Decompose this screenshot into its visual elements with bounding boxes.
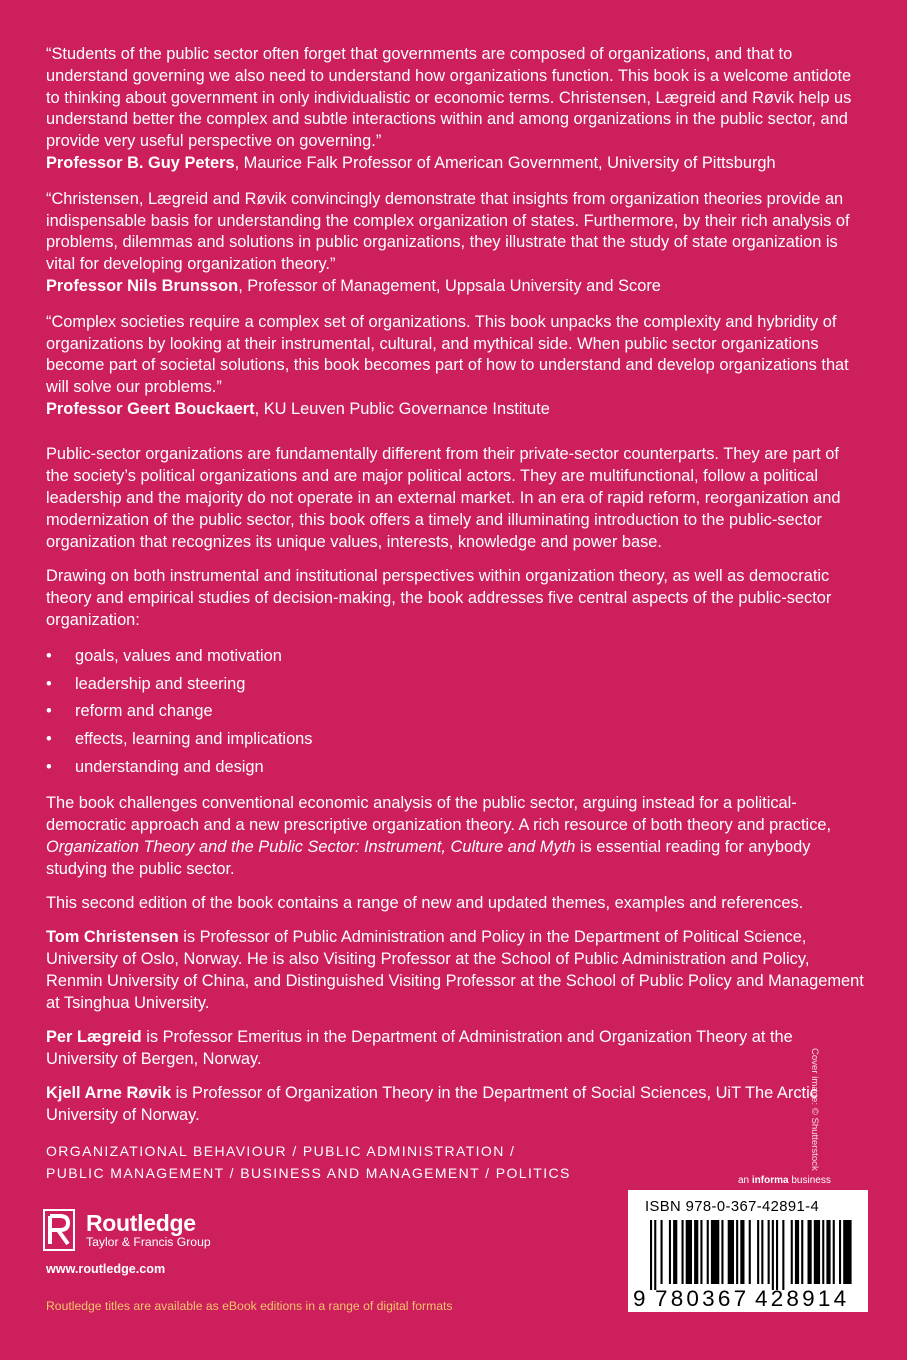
isbn-label: ISBN 978-0-367-42891-4	[645, 1199, 820, 1215]
subject-line: PUBLIC MANAGEMENT / BUSINESS AND MANAGEMENT / POLITICS	[46, 1164, 571, 1181]
description-paragraph	[46, 443, 866, 553]
ebook-note: Routledge titles are available as eBook editions in a range of digital formats	[46, 1299, 453, 1313]
author-name: Per Lægreid	[46, 1027, 142, 1046]
barcode-bar	[707, 1220, 709, 1284]
author-bio	[46, 1026, 866, 1070]
author-bio-text: is Professor Emeritus in the Department of Administration and Organization Theory at the University of Bergen, Norway.	[46, 1027, 793, 1068]
barcode-bar	[801, 1220, 803, 1284]
barcode-digit-prefix: 9	[633, 1286, 646, 1311]
barcode-bar	[772, 1220, 774, 1290]
subject-line: ORGANIZATIONAL BEHAVIOUR / PUBLIC ADMINISTRATION /	[46, 1142, 516, 1159]
list-item: • goals, values and motivation	[46, 643, 866, 671]
barcode-digit-group: 780367	[655, 1286, 750, 1311]
description-paragraph	[46, 792, 866, 880]
barcode-digit-group: 428914	[755, 1286, 850, 1311]
barcode-bar	[843, 1220, 851, 1284]
barcode-bar	[808, 1220, 812, 1284]
list-item: • understanding and design	[46, 754, 866, 782]
barcode-bar	[776, 1220, 778, 1290]
quote-attribution	[46, 399, 866, 421]
quote-author: Professor B. Guy Peters	[46, 153, 235, 172]
barcode-bar	[740, 1220, 744, 1284]
barcode-bar	[728, 1220, 734, 1284]
barcode-bar	[761, 1220, 763, 1284]
list-item: • leadership and steering	[46, 671, 866, 699]
quote-affiliation: , Professor of Management, Uppsala University and Score	[238, 276, 661, 295]
barcode-bar	[669, 1220, 671, 1284]
author-bio	[46, 1082, 866, 1126]
quote-affiliation: , Maurice Falk Professor of American Government, University of Pittsburgh	[234, 153, 776, 172]
description-text-part: is essential reading for anybody studying the public sector.	[46, 837, 811, 878]
author-bio	[46, 926, 866, 1014]
quote-attribution	[46, 153, 866, 175]
quote-text: “Complex societies require a complex set of organizations. This book unpacks the complexity and hybridity of organizations by looking at their instrumental, cultural, and mythical side. When public sector organizations become part of societal solutions, this book becomes part of how to understand and develop organizations that will solve our problems.”	[46, 312, 849, 397]
barcode-bar	[711, 1220, 719, 1284]
routledge-emblem-icon	[40, 1204, 78, 1256]
publisher-name: Routledge	[86, 1210, 196, 1236]
description-text: Drawing on both instrumental and institutional perspectives within organization theory, as well as democratic theory and empirical studies of decision-making, the book addresses five central aspects of the public-sector organization:	[46, 566, 832, 629]
endorsement-quote	[46, 189, 866, 298]
barcode-bar	[795, 1220, 799, 1284]
barcode-bar	[661, 1220, 663, 1284]
publisher-logo	[40, 1204, 211, 1256]
barcode-bar	[757, 1220, 759, 1284]
barcode-bar	[814, 1220, 820, 1284]
author-name: Tom Christensen	[46, 927, 179, 946]
barcode-bar	[721, 1220, 723, 1284]
barcode-bar	[686, 1220, 692, 1284]
author-name: Kjell Arne Røvik	[46, 1083, 172, 1102]
barcode-bar	[654, 1220, 656, 1290]
barcode-bar	[736, 1220, 738, 1284]
description-text	[46, 792, 866, 880]
barcode-bar	[826, 1220, 830, 1284]
quote-attribution	[46, 276, 866, 298]
barcode-bars-icon	[640, 1220, 856, 1290]
back-cover-content	[46, 44, 866, 1184]
description-text-part: The book challenges conventional economic analysis of the public sector, arguing instead for a political-democratic approach and a new prescriptive organization theory. A rich resource of both theory and practice,	[46, 793, 832, 834]
publisher-website[interactable]: www.routledge.com	[46, 1262, 166, 1276]
book-title: Organization Theory and the Public Sector: Instrument, Culture and Myth	[46, 837, 576, 856]
list-item: • reform and change	[46, 698, 866, 726]
list-item: • effects, learning and implications	[46, 726, 866, 754]
author-bio-text: is Professor of Public Administration and Policy in the Department of Political Science, University of Oslo, Norway. He is also Visiting Professor at the School of Public Administration and Policy, Renmin University of China, and Distinguished Visiting Professor at the School of Public Policy and Management at Tsinghua University.	[46, 927, 864, 1012]
quote-text: “Students of the public sector often forget that governments are composed of organizations, and that to understand governing we also need to understand how organizations function. This book is a welcome antidote to thinking about government in only individualistic or economic terms. Christensen, Lægreid and Røvik help us understand better the complex and subtle interactions within and among organizations in the public sector, and provide very useful perspective on governing.”	[46, 45, 852, 151]
description-paragraph	[46, 892, 866, 914]
informa-brand: informa	[751, 1175, 789, 1186]
author-bio-text: is Professor of Organization Theory in the Department of Social Sciences, UiT The Arctic University of Norway.	[46, 1083, 818, 1124]
barcode-bar	[833, 1220, 835, 1284]
quote-author: Professor Nils Brunsson	[46, 276, 239, 295]
quote-text: “Christensen, Lægreid and Røvik convincingly demonstrate that insights from organization theories provide an indispensable basis for understanding the complex organization of states. Furthermore, by their rich analysis of problems, dilemmas and solutions in public organizations, they illustrate that the study of state organization is vital for developing organization theory.”	[46, 189, 850, 274]
barcode-bar	[839, 1220, 841, 1284]
barcode-bar	[768, 1220, 770, 1284]
informa-prefix: an	[738, 1175, 752, 1186]
isbn-barcode	[628, 1190, 868, 1312]
informa-business-label	[738, 1175, 831, 1186]
endorsement-quote	[46, 44, 866, 175]
barcode-bar	[782, 1220, 784, 1290]
barcode-bar	[749, 1220, 751, 1284]
description-paragraph	[46, 565, 866, 631]
description-text: This second edition of the book contains a range of new and updated themes, examples and references.	[46, 893, 804, 912]
barcode-bar	[822, 1220, 824, 1284]
barcode-bar	[791, 1220, 793, 1284]
barcode-bar	[673, 1220, 677, 1284]
endorsement-quote	[46, 312, 866, 421]
barcode-bar	[650, 1220, 652, 1290]
cover-image-credit: Cover image: © Shutterstock	[809, 1048, 820, 1171]
quote-affiliation: , KU Leuven Public Governance Institute	[254, 399, 550, 418]
barcode-bar	[700, 1220, 702, 1284]
description-text: Public-sector organizations are fundamentally different from their private-sector counterparts. They are part of the society’s political organizations and are major political actors. They are multifunctional, follow a political leadership and the majority do not operate in an external market. In an era of rapid reform, reorganization and modernization of the public sector, this book offers a timely and illuminating introduction to the public-sector organization that recognizes its unique values, interests, knowledge and power base.	[46, 444, 841, 551]
barcode-bar	[694, 1220, 698, 1284]
informa-suffix: business	[788, 1175, 831, 1186]
publisher-group: Taylor & Francis Group	[86, 1235, 211, 1249]
aspects-list	[46, 643, 866, 782]
quote-author: Professor Geert Bouckaert	[46, 399, 255, 418]
barcode-bar	[682, 1220, 684, 1284]
